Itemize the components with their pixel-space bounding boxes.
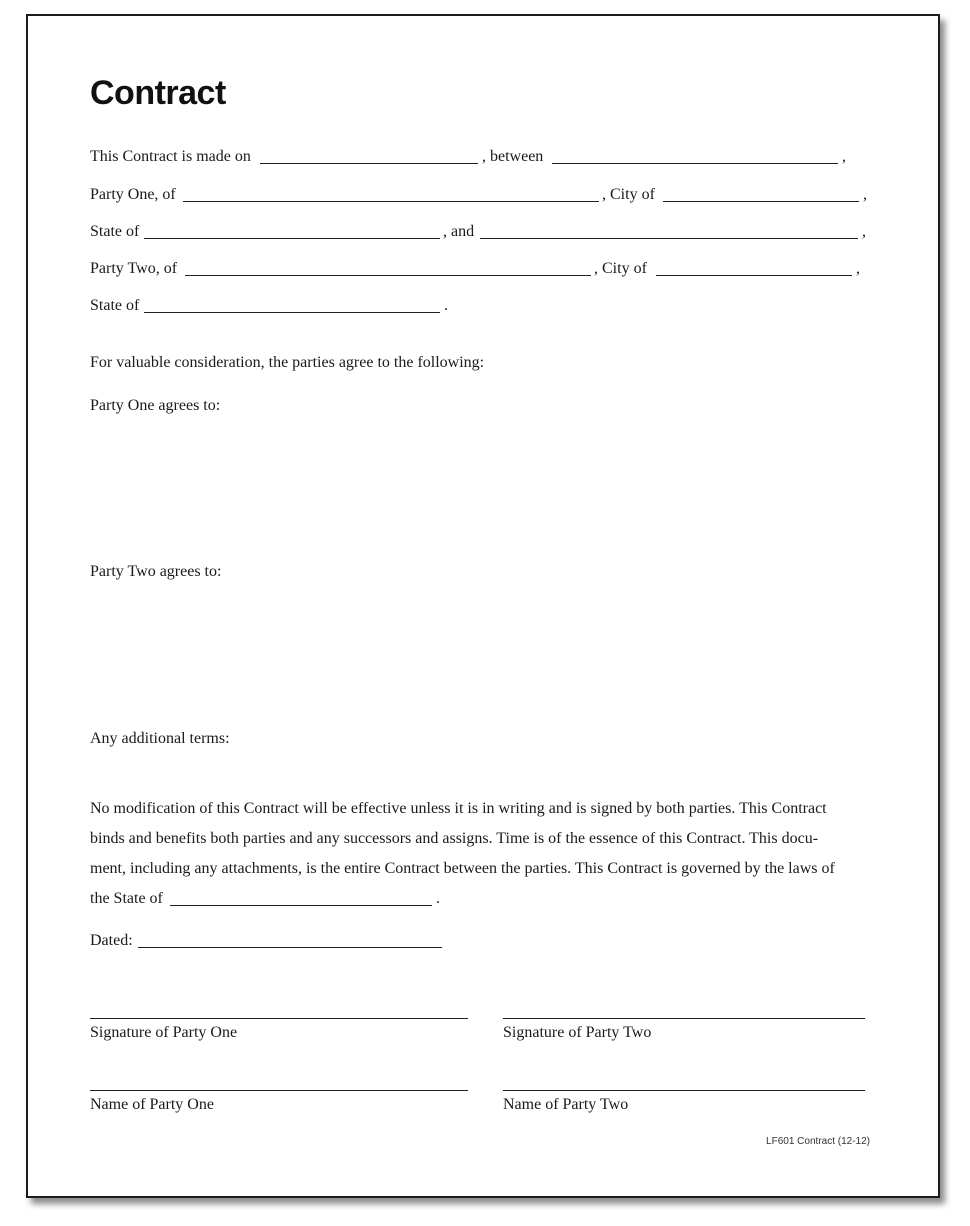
party-two-terms-area[interactable] xyxy=(90,586,870,726)
signature-party-one-label: Signature of Party One xyxy=(90,1024,238,1041)
governing-state-period: . xyxy=(436,890,440,907)
party-one-city-label: , City of xyxy=(602,186,655,203)
line5-period: . xyxy=(444,297,448,314)
between-label: , between xyxy=(482,148,544,165)
party-one-name-field[interactable] xyxy=(552,163,838,164)
signature-party-two-label: Signature of Party Two xyxy=(503,1024,652,1041)
dated-field[interactable] xyxy=(138,947,442,948)
line2-comma: , xyxy=(863,186,867,203)
dated-label: Dated: xyxy=(90,932,133,949)
document-title: Contract xyxy=(90,74,226,112)
party-two-of-label: Party Two, of xyxy=(90,260,178,277)
boilerplate-line-1: No modification of this Contract will be effective unless it is in writing and is signed by both parties. This Contract xyxy=(90,800,827,817)
party-two-address-field[interactable] xyxy=(185,275,591,276)
party-two-agrees-label: Party Two agrees to: xyxy=(90,563,222,580)
name-party-one-label: Name of Party One xyxy=(90,1096,214,1113)
boilerplate-line-3: ment, including any attachments, is the entire Contract between the parties. This Contract is governed by the laws of xyxy=(90,860,835,877)
line4-comma: , xyxy=(856,260,860,277)
consideration-text: For valuable consideration, the parties agree to the following: xyxy=(90,354,485,371)
name-party-one-line[interactable] xyxy=(90,1090,468,1091)
party-one-terms-area[interactable] xyxy=(90,420,870,560)
party-one-city-field[interactable] xyxy=(663,201,859,202)
party-two-state-field[interactable] xyxy=(144,312,440,313)
and-label: , and xyxy=(443,223,475,240)
form-code: LF601 Contract (12-12) xyxy=(766,1136,870,1147)
made-on-label: This Contract is made on xyxy=(90,148,251,165)
line1-comma: , xyxy=(842,148,846,165)
line3-comma: , xyxy=(862,223,866,240)
name-party-two-label: Name of Party Two xyxy=(503,1096,629,1113)
party-two-state-label: State of xyxy=(90,297,140,314)
party-one-state-field[interactable] xyxy=(144,238,440,239)
party-one-state-label: State of xyxy=(90,223,140,240)
signature-party-two-line[interactable] xyxy=(503,1018,865,1019)
party-two-city-label: , City of xyxy=(594,260,647,277)
party-one-of-label: Party One, of xyxy=(90,186,176,203)
contract-page xyxy=(26,14,940,1198)
party-one-agrees-label: Party One agrees to: xyxy=(90,397,221,414)
party-two-name-field[interactable] xyxy=(480,238,858,239)
boilerplate-line-2: binds and benefits both parties and any successors and assigns. Time is of the essence of this Contract. This docu- xyxy=(90,830,819,847)
party-one-address-field[interactable] xyxy=(183,201,599,202)
additional-terms-label: Any additional terms: xyxy=(90,730,230,747)
governing-state-field[interactable] xyxy=(170,905,432,906)
signature-party-one-line[interactable] xyxy=(90,1018,468,1019)
name-party-two-line[interactable] xyxy=(503,1090,865,1091)
party-two-city-field[interactable] xyxy=(656,275,852,276)
additional-terms-area[interactable] xyxy=(90,753,870,793)
governing-state-label: the State of xyxy=(90,890,163,907)
contract-date-field[interactable] xyxy=(260,163,478,164)
